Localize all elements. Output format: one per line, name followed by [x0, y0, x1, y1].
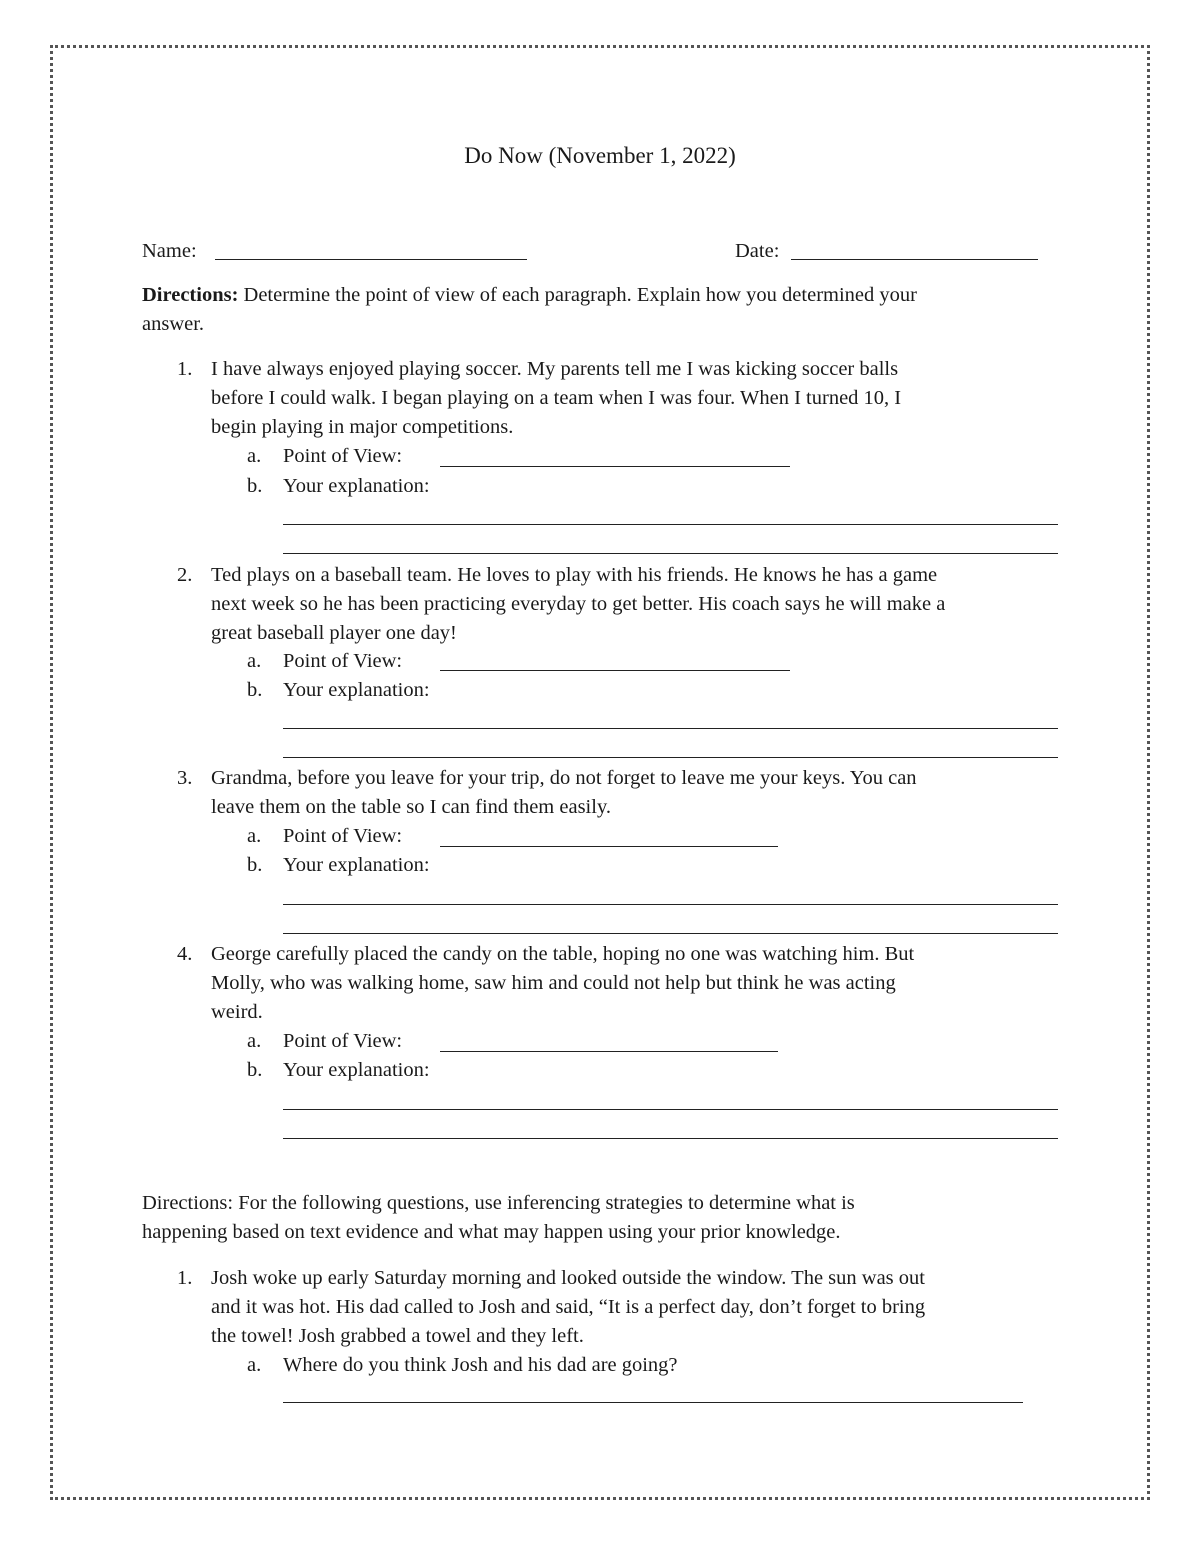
sub-marker: a.	[247, 650, 262, 672]
point-of-view-field[interactable]	[440, 466, 790, 467]
explanation-field[interactable]	[283, 933, 1058, 934]
point-of-view-field[interactable]	[440, 846, 778, 847]
inference-question: Where do you think Josh and his dad are going?	[283, 1354, 678, 1376]
question-number: 4.	[177, 943, 193, 965]
question-text: Molly, who was walking home, saw him and could not help but think he was acting	[211, 972, 896, 994]
question-number: 2.	[177, 564, 193, 586]
date-field[interactable]	[791, 259, 1038, 260]
question-text: before I could walk. I began playing on a team when I was four. When I turned 10, I	[211, 387, 902, 409]
explanation-field[interactable]	[283, 1109, 1058, 1110]
question-text: great baseball player one day!	[211, 622, 457, 644]
explanation-field[interactable]	[283, 524, 1058, 525]
explanation-label: Your explanation:	[283, 1059, 430, 1081]
sub-marker: b.	[247, 679, 263, 701]
point-of-view-label: Point of View:	[283, 825, 403, 847]
explanation-field[interactable]	[283, 757, 1058, 758]
directions-2-cont: happening based on text evidence and what may happen using your prior knowledge.	[142, 1221, 841, 1243]
explanation-field[interactable]	[283, 1138, 1058, 1139]
question-text: begin playing in major competitions.	[211, 416, 514, 438]
sub-marker: b.	[247, 1059, 263, 1081]
question-text: George carefully placed the candy on the table, hoping no one was watching him. But	[211, 943, 915, 965]
name-field[interactable]	[215, 259, 527, 260]
explanation-field[interactable]	[283, 553, 1058, 554]
sub-marker: b.	[247, 854, 263, 876]
date-label: Date:	[735, 240, 780, 262]
point-of-view-field[interactable]	[440, 1051, 778, 1052]
point-of-view-label: Point of View:	[283, 650, 403, 672]
question-number: 1.	[177, 1267, 193, 1289]
explanation-label: Your explanation:	[283, 475, 430, 497]
directions-bold: Directions:	[142, 284, 239, 306]
question-text: leave them on the table so I can find them easily.	[211, 796, 611, 818]
sub-marker: a.	[247, 825, 262, 847]
name-label: Name:	[142, 240, 197, 262]
point-of-view-label: Point of View:	[283, 445, 403, 467]
explanation-label: Your explanation:	[283, 854, 430, 876]
question-text: and it was hot. His dad called to Josh and said, “It is a perfect day, don’t forget to bring	[211, 1296, 926, 1318]
sub-marker: b.	[247, 475, 263, 497]
question-text: Grandma, before you leave for your trip, do not forget to leave me your keys. You can	[211, 767, 917, 789]
sub-marker: a.	[247, 1354, 262, 1376]
point-of-view-field[interactable]	[440, 670, 790, 671]
page-title: Do Now (November 1, 2022)	[464, 143, 736, 168]
directions-1	[142, 281, 917, 310]
directions-1-cont: answer.	[142, 313, 205, 335]
question-number: 1.	[177, 358, 193, 380]
question-text: I have always enjoyed playing soccer. My parents tell me I was kicking soccer balls	[211, 358, 899, 380]
question-text: Josh woke up early Saturday morning and looked outside the window. The sun was out	[211, 1267, 925, 1289]
directions-2: Directions: For the following questions, use inferencing strategies to determine what is	[142, 1192, 855, 1214]
question-number: 3.	[177, 767, 193, 789]
question-text: next week so he has been practicing everyday to get better. His coach says he will make a	[211, 593, 946, 615]
point-of-view-label: Point of View:	[283, 1030, 403, 1052]
answer-field[interactable]	[283, 1402, 1023, 1403]
sub-marker: a.	[247, 445, 262, 467]
question-text: Ted plays on a baseball team. He loves to play with his friends. He knows he has a game	[211, 564, 938, 586]
explanation-label: Your explanation:	[283, 679, 430, 701]
directions-text: Determine the point of view of each paragraph. Explain how you determined your	[238, 284, 917, 306]
question-text: weird.	[211, 1001, 263, 1023]
question-text: the towel! Josh grabbed a towel and they left.	[211, 1325, 584, 1347]
explanation-field[interactable]	[283, 728, 1058, 729]
explanation-field[interactable]	[283, 904, 1058, 905]
sub-marker: a.	[247, 1030, 262, 1052]
